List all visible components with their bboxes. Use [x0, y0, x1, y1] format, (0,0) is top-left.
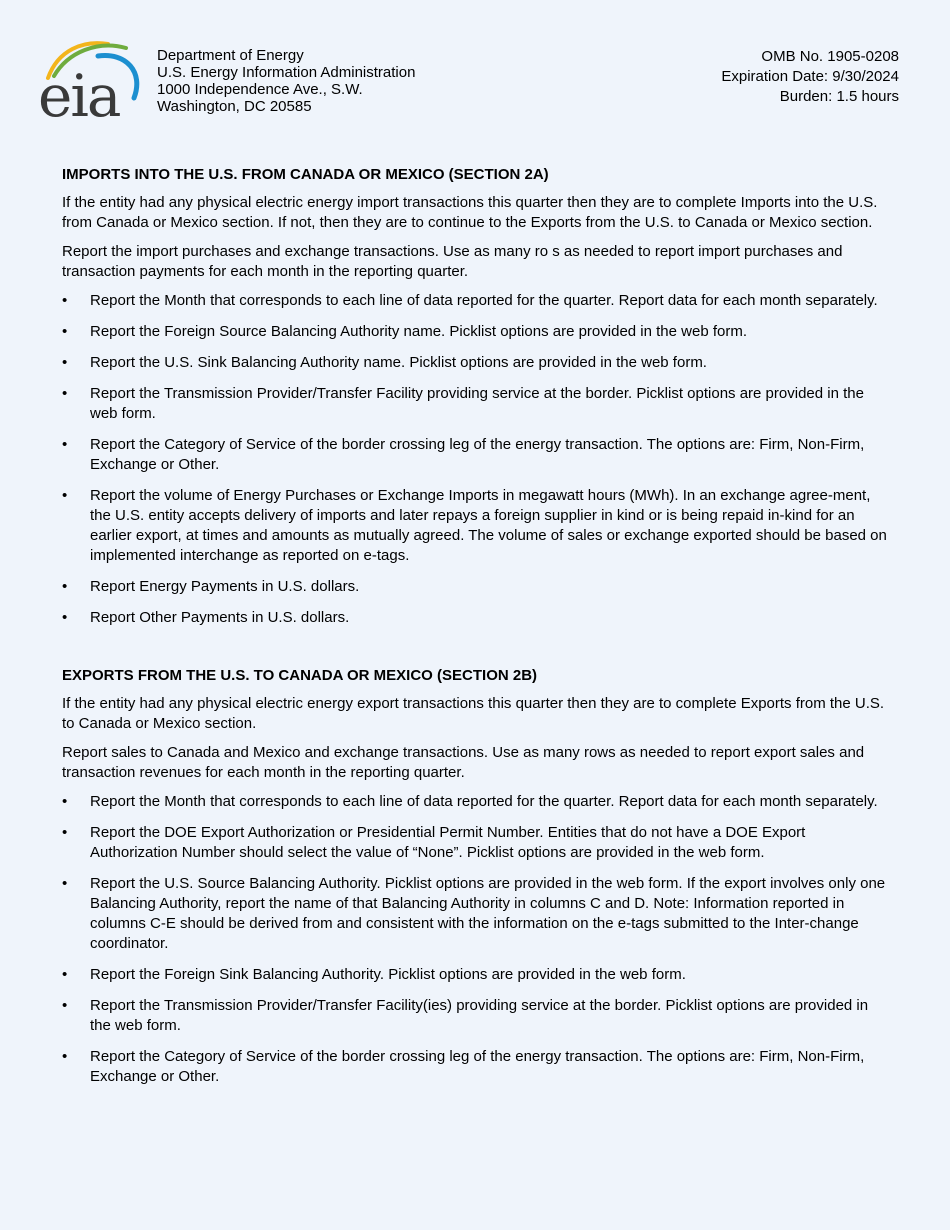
list-item: • Report the U.S. Source Balancing Authority. Picklist options are provided in the web form. If the export involves only one Balancing Authority, report the name of that Balancing Authority in columns C and D. Note: Information reported in columns C-E should be derived from and consistent with the information on the e-tags submitted to the Inter-change coordinator. [62, 874, 892, 954]
expiration-date: Expiration Date: 9/30/2024 [721, 68, 899, 85]
org-line: Washington, DC 20585 [157, 98, 312, 115]
instructions-body [62, 165, 892, 1098]
list-item: • Report the Category of Service of the border crossing leg of the energy transaction. The options are: Firm, Non-Firm, Exchange or Other. [62, 435, 892, 475]
list-item: • Report the DOE Export Authorization or Presidential Permit Number. Entities that do not have a DOE Export Authorization Number should select the value of “None”. Picklist options are provided in the web form. [62, 823, 892, 863]
org-line: U.S. Energy Information Administration [157, 64, 416, 81]
org-line: 1000 Independence Ave., S.W. [157, 81, 363, 98]
list-item: • Report the Month that corresponds to each line of data reported for the quarter. Report data for each month separately. [62, 792, 892, 812]
eia-logo [38, 38, 144, 120]
burden: Burden: 1.5 hours [779, 88, 899, 105]
list-item: • Report the volume of Energy Purchases or Exchange Imports in megawatt hours (MWh). In an exchange agree-ment, the U.S. entity accepts delivery of imports and later repays a foreign supplier in kind or is being repaid in-kind for an earlier export, at times and amounts as mutually agreed. The volume of sales or exchange exported should be based on implemented interchange as reported on e-tags. [62, 486, 892, 566]
paragraph: Report the import purchases and exchange transactions. Use as many ro s as needed to report import purchases and transaction payments for each month in the reporting quarter. [62, 243, 843, 280]
list-item: • Report Energy Payments in U.S. dollars. [62, 577, 892, 597]
omb-number: OMB No. 1905-0208 [761, 48, 899, 65]
section-heading: IMPORTS INTO THE U.S. FROM CANADA OR MEXICO (SECTION 2A) [62, 166, 549, 183]
org-line: Department of Energy [157, 47, 304, 64]
paragraph: If the entity had any physical electric energy import transactions this quarter then they are to complete Imports into the U.S. from Canada or Mexico section. If not, then they are to continue to the Exports from the U.S. to Canada or Mexico section. [62, 194, 878, 231]
logo-text: eia [38, 62, 120, 120]
section-2b [62, 666, 892, 1087]
list-item: • Report the Month that corresponds to each line of data reported for the quarter. Report data for each month separately. [62, 291, 892, 311]
list-item: • Report the Category of Service of the border crossing leg of the energy transaction. The options are: Firm, Non-Firm, Exchange or Other. [62, 1047, 892, 1087]
list-item: • Report Other Payments in U.S. dollars. [62, 608, 892, 628]
bullet-list [62, 291, 892, 628]
paragraph: If the entity had any physical electric energy export transactions this quarter then they are to complete Exports from the U.S. to Canada or Mexico section. [62, 695, 885, 732]
list-item: • Report the Transmission Provider/Transfer Facility providing service at the border. Picklist options are provided in the web form. [62, 384, 892, 424]
omb-info [721, 47, 899, 107]
list-item: • Report the Foreign Source Balancing Authority name. Picklist options are provided in the web form. [62, 322, 892, 342]
list-item: • Report the Transmission Provider/Transfer Facility(ies) providing service at the border. Picklist options are provided in the web form. [62, 996, 892, 1036]
agency-address [157, 47, 415, 115]
section-heading: EXPORTS FROM THE U.S. TO CANADA OR MEXICO (SECTION 2B) [62, 667, 538, 684]
paragraph: Report sales to Canada and Mexico and exchange transactions. Use as many rows as needed to report export sales and transaction revenues for each month in the reporting quarter. [62, 744, 865, 781]
section-2a [62, 165, 892, 628]
list-item: • Report the Foreign Sink Balancing Authority. Picklist options are provided in the web form. [62, 965, 892, 985]
bullet-list [62, 792, 892, 1087]
list-item: • Report the U.S. Sink Balancing Authority name. Picklist options are provided in the web form. [62, 353, 892, 373]
